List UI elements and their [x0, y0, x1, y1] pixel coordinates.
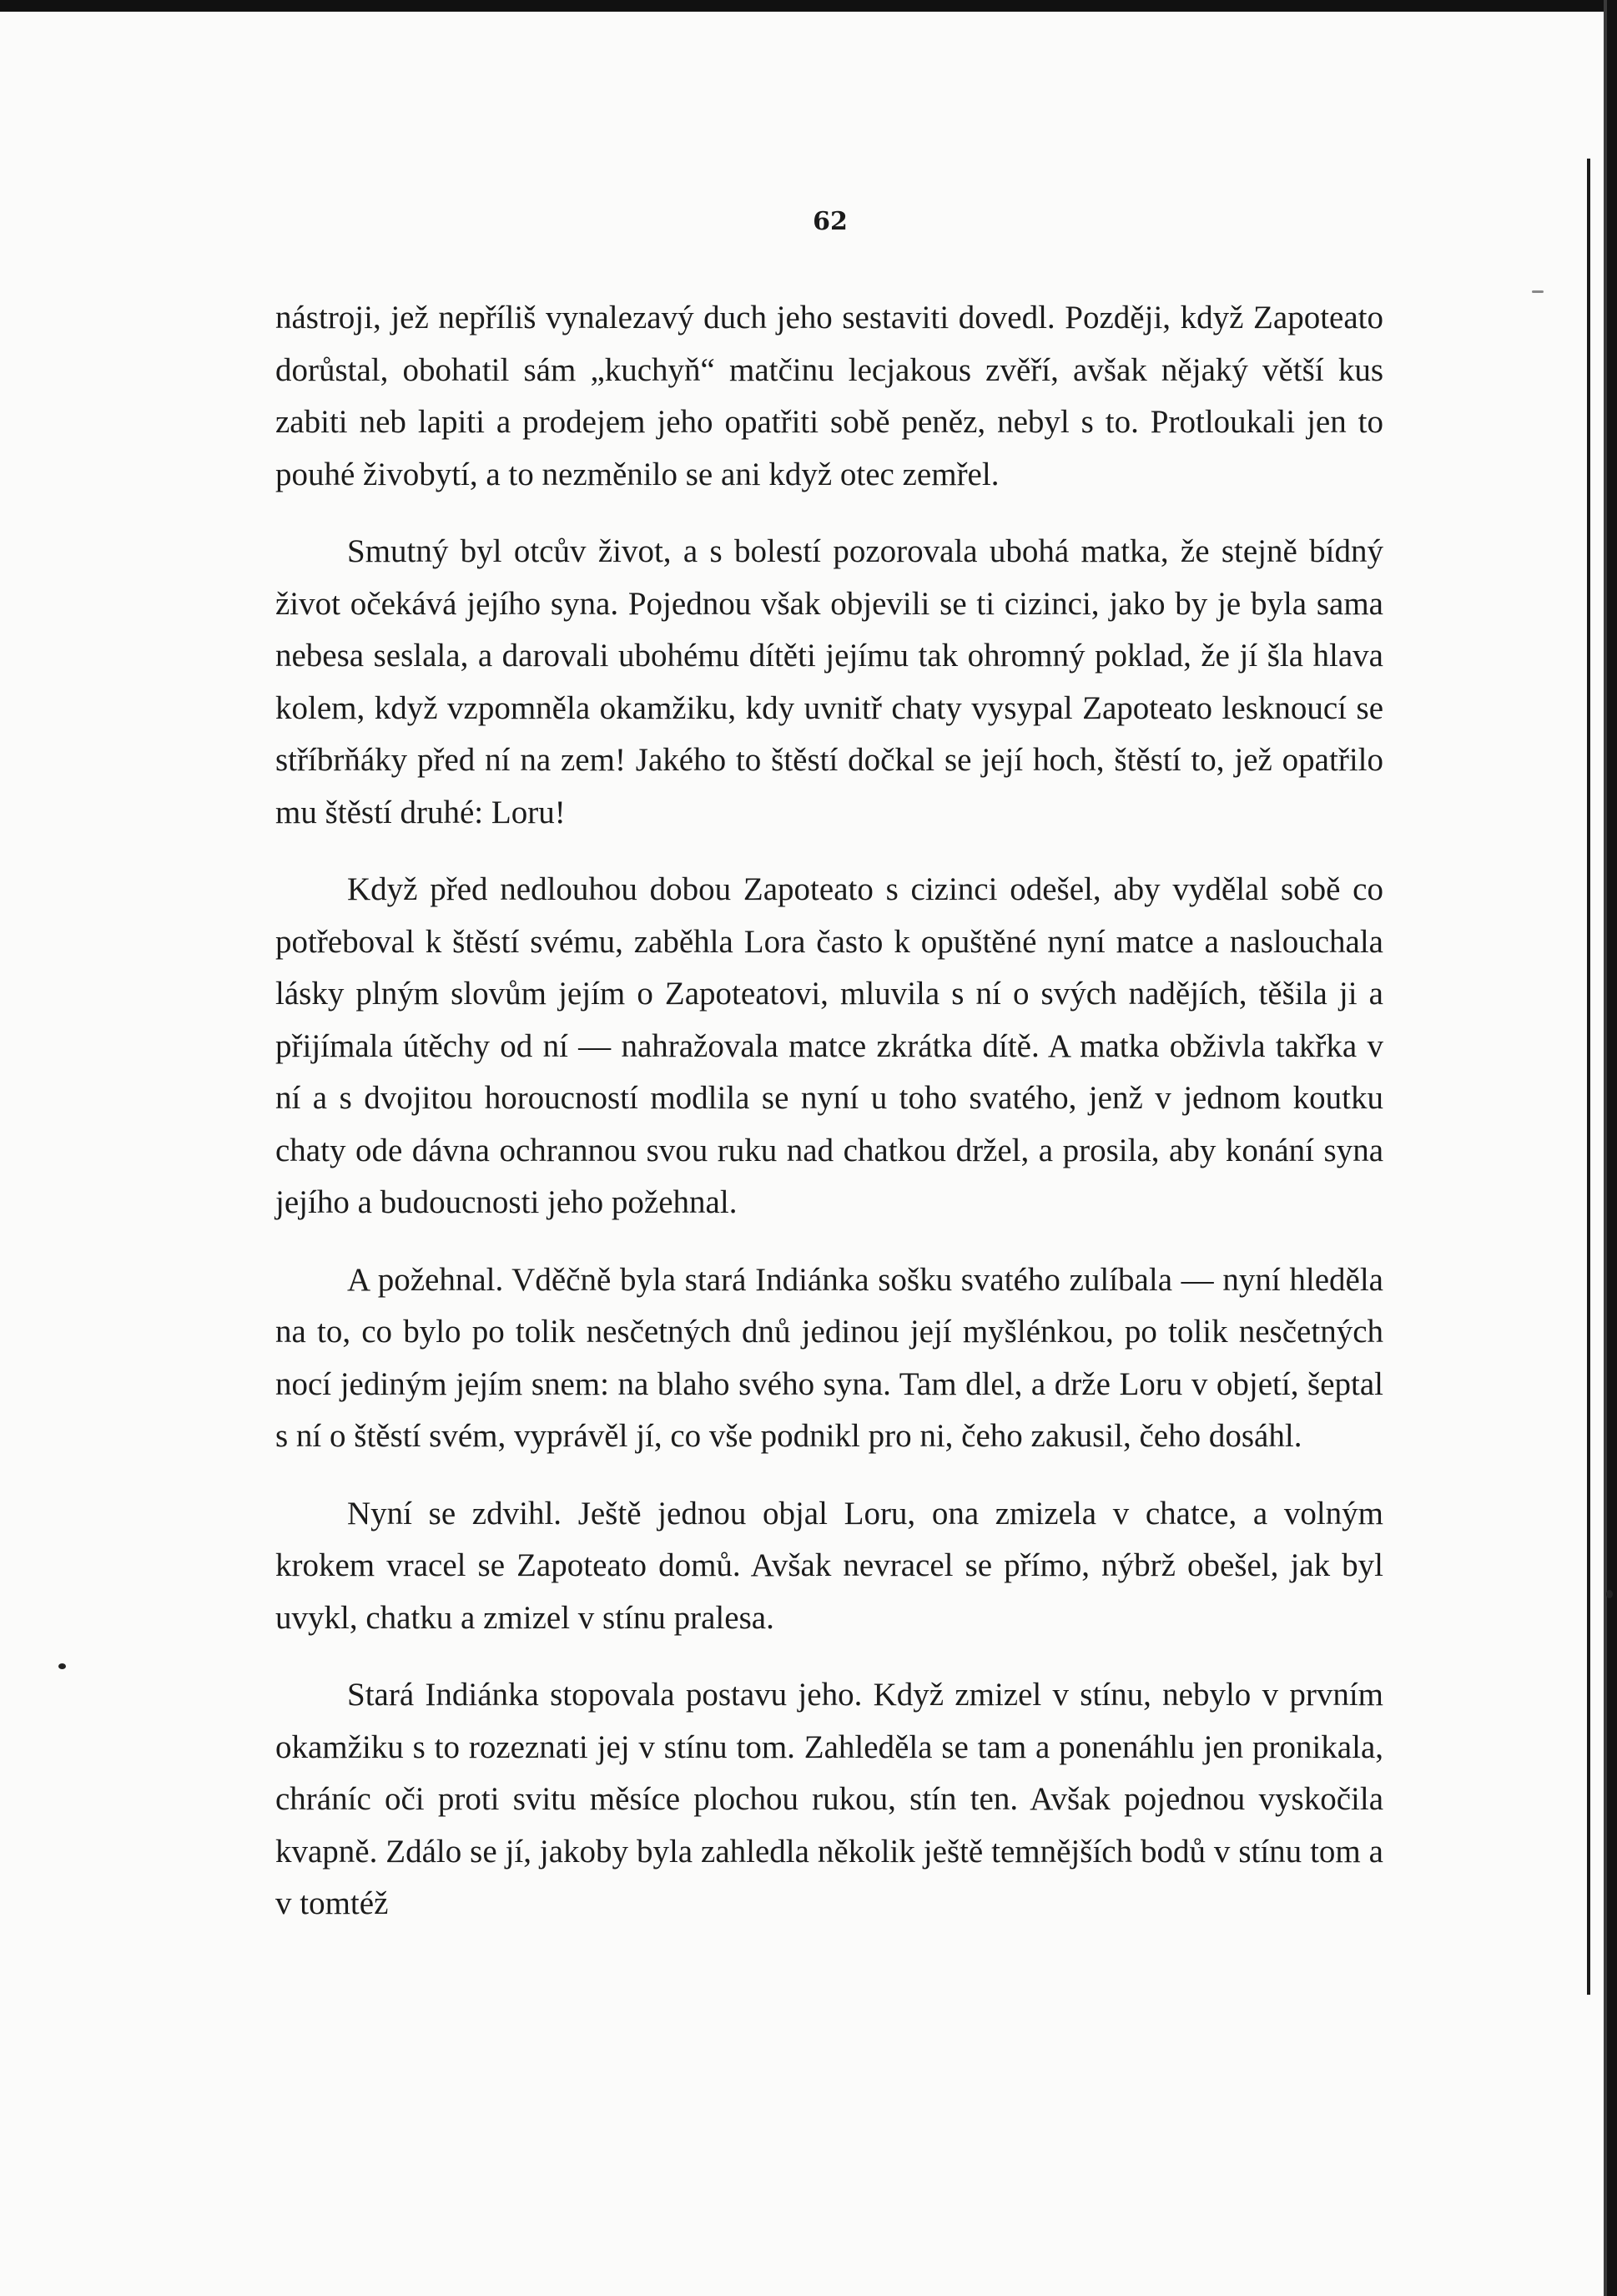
margin-rule — [1587, 159, 1590, 1995]
paragraph: nástroji, jež nepříliš vynalezavý duch jeho sestaviti dovedl. Později, když Zapoteato dorůstal, obohatil sám „kuchyň“ matčinu lecjakous zvěří, avšak nějaký větší kus zabiti neb lapiti a prodejem jeho opatřiti sobě peněz, nebyl s to. Protloukali jen to pouhé živobytí, a to nezměnilo se ani když otec zemřel. — [275, 300, 1383, 492]
paragraph: A požehnal. Vděčně byla stará Indiánka sošku svatého zulíbala — nyní hleděla na to, co bylo po tolik nesčetných dnů jedinou její myšlénkou, po tolik nesčetných nocí jediným jejím snem: na blaho svého syna. Tam dlel, a drže Loru v objetí, šeptal s ní o štěstí svém, vyprávěl jí, co vše podnikl pro ni, čeho zakusil, čeho dosáhl. — [275, 1261, 1383, 1454]
paragraph: Nyní se zdvihl. Ještě jednou objal Loru, ona zmizela v chatce, a volným krokem vracel se Zapoteato domů. Avšak nevracel se přímo, nýbrž obešel, jak byl uvykl, chatku a zmizel v stínu pralesa. — [275, 1495, 1383, 1636]
paragraph: Když před nedlouhou dobou Zapoteato s cizinci odešel, aby vydělal sobě co potřeboval k štěstí svému, zaběhla Lora často k opuštěné nyní matce a naslouchala lásky plným slovům jejím o Zapoteatovi, mluvila s ní o svých nadějích, těšila ji a přijímala útěchy od ní — nahražovala matce zkrátka dítě. A matka obživla takřka v ní a s dvojitou horoucností modlila se nyní u toho svatého, jenž v jednom koutku chaty ode dávna ochrannou svou ruku nad chatkou držel, a prosila, aby konání syna jejího a budoucnosti jeho požehnal. — [275, 871, 1383, 1220]
scan-edge-top — [0, 0, 1617, 12]
scan-edge-right — [1607, 0, 1617, 2296]
ink-speck — [58, 1663, 66, 1669]
page-number: 62 — [813, 207, 848, 236]
ink-speck — [1532, 290, 1544, 293]
body-text — [275, 292, 1383, 1955]
paragraph: Stará Indiánka stopovala postavu jeho. Když zmizel v stínu, nebylo v prvním okamžiku s to rozeznati jej v stínu tom. Zahleděla se tam a ponenáhlu jen pronikala, chráníc oči proti svitu měsíce plochou rukou, stín ten. Avšak pojednou vyskočila kvapně. Zdálo se jí, jakoby byla zahledla několik ještě temnějších bodů v stínu tom a v tomtéž — [275, 1677, 1383, 1921]
ink-speck — [1606, 1590, 1613, 1598]
paragraph: Smutný byl otcův život, a s bolestí pozorovala ubohá matka, že stejně bídný život očekává jejího syna. Pojednou však objevili se ti cizinci, jako by je byla sama nebesa seslala, a darovali ubohému dítěti jejímu tak ohromný poklad, že jí šla hlava kolem, když vzpomněla okamžiku, kdy uvnitř chaty vysypal Zapoteato lesknoucí se stříbrňáky před ní na zem! Jakého to štěstí dočkal se její hoch, štěstí to, jež opatřilo mu štěstí druhé: Loru! — [275, 533, 1383, 830]
